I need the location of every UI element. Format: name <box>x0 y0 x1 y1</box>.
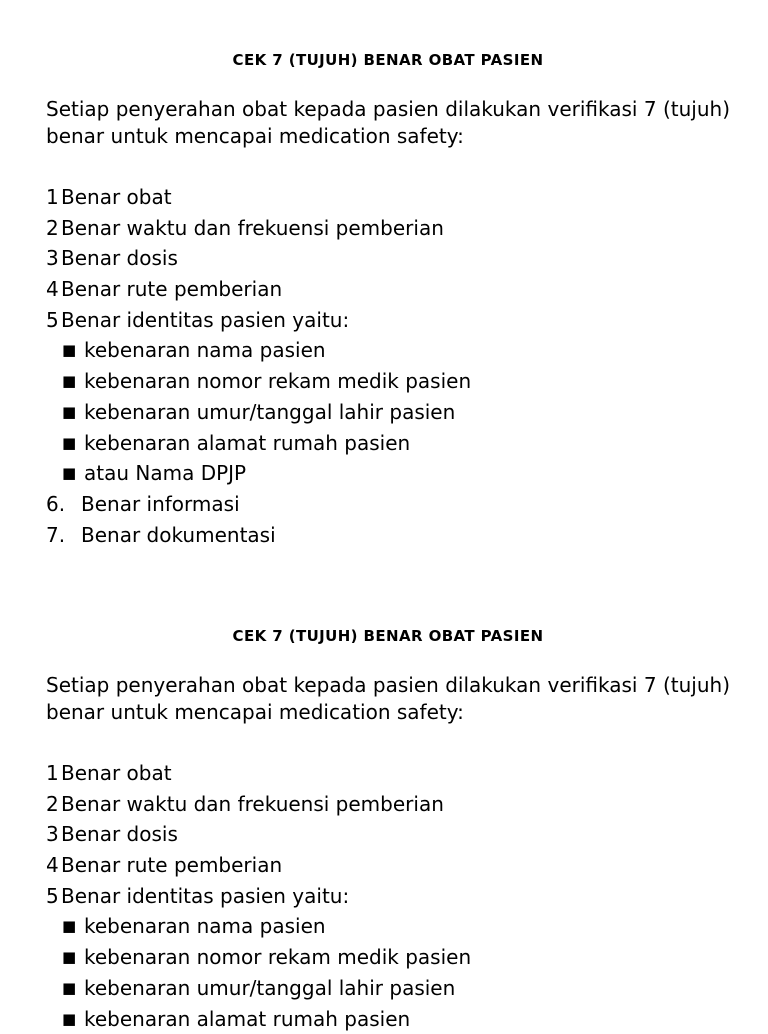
item-text: Benar obat <box>61 761 172 785</box>
list-item <box>46 789 730 820</box>
sub-item-text: kebenaran nama pasien <box>84 914 326 938</box>
sub-item-text: kebenaran umur/tanggal lahir pasien <box>84 976 455 1000</box>
item-text: Benar waktu dan frekuensi pemberian <box>61 792 444 816</box>
sub-list-item <box>46 458 730 489</box>
list-item <box>46 243 730 274</box>
intro-paragraph: Setiap penyerahan obat kepada pasien dilakukan verifikasi 7 (tujuh) benar untuk mencapai medication safety: <box>46 672 730 726</box>
item-text: Benar obat <box>61 185 172 209</box>
item-number: 3 <box>46 243 61 274</box>
list-item <box>46 758 730 789</box>
sub-list-item <box>46 1004 730 1034</box>
item-number: 2 <box>46 789 61 820</box>
sub-item-text: kebenaran umur/tanggal lahir pasien <box>84 400 455 424</box>
list-item <box>46 850 730 881</box>
sub-item-text: kebenaran nomor rekam medik pasien <box>84 945 471 969</box>
sub-list-item <box>46 366 730 397</box>
item-number: 1 <box>46 182 61 213</box>
section-2 <box>46 625 730 1034</box>
item-text: Benar dosis <box>61 246 178 270</box>
list-item <box>46 213 730 244</box>
list-item <box>46 274 730 305</box>
item-number: 5 <box>46 881 61 912</box>
item-number: 2 <box>46 213 61 244</box>
sub-list-item <box>46 942 730 973</box>
square-bullet-icon: ■ <box>62 911 84 942</box>
checklist <box>46 758 730 1034</box>
item-text: Benar informasi <box>81 492 240 516</box>
item-number: 6. <box>46 489 81 520</box>
square-bullet-icon: ■ <box>62 1004 84 1034</box>
square-bullet-icon: ■ <box>62 973 84 1004</box>
list-item <box>46 819 730 850</box>
sub-list-item <box>46 397 730 428</box>
item-number: 4 <box>46 850 61 881</box>
item-number: 7. <box>46 520 81 551</box>
list-item <box>46 489 730 520</box>
item-text: Benar waktu dan frekuensi pemberian <box>61 216 444 240</box>
square-bullet-icon: ■ <box>62 942 84 973</box>
item-text: Benar rute pemberian <box>61 853 282 877</box>
list-item <box>46 520 730 551</box>
section-title: CEK 7 (TUJUH) BENAR OBAT PASIEN <box>46 49 730 71</box>
sub-item-text: kebenaran alamat rumah pasien <box>84 431 410 455</box>
sub-item-text: kebenaran nama pasien <box>84 338 326 362</box>
item-text: Benar identitas pasien yaitu: <box>61 884 349 908</box>
item-number: 1 <box>46 758 61 789</box>
list-item <box>46 182 730 213</box>
sub-item-text: kebenaran alamat rumah pasien <box>84 1007 410 1031</box>
sub-item-text: atau Nama DPJP <box>84 461 246 485</box>
square-bullet-icon: ■ <box>62 397 84 428</box>
sub-list-item <box>46 428 730 459</box>
square-bullet-icon: ■ <box>62 366 84 397</box>
section-title: CEK 7 (TUJUH) BENAR OBAT PASIEN <box>46 625 730 647</box>
intro-paragraph: Setiap penyerahan obat kepada pasien dilakukan verifikasi 7 (tujuh) benar untuk mencapai medication safety: <box>46 96 730 150</box>
square-bullet-icon: ■ <box>62 335 84 366</box>
sub-item-text: kebenaran nomor rekam medik pasien <box>84 369 471 393</box>
sub-list-item <box>46 911 730 942</box>
item-text: Benar identitas pasien yaitu: <box>61 308 349 332</box>
item-number: 4 <box>46 274 61 305</box>
sub-list-item <box>46 973 730 1004</box>
item-text: Benar rute pemberian <box>61 277 282 301</box>
square-bullet-icon: ■ <box>62 458 84 489</box>
list-item <box>46 881 730 912</box>
item-text: Benar dokumentasi <box>81 523 276 547</box>
item-number: 3 <box>46 819 61 850</box>
item-text: Benar dosis <box>61 822 178 846</box>
list-item <box>46 305 730 336</box>
sub-list-item <box>46 335 730 366</box>
section-1 <box>46 49 730 550</box>
item-number: 5 <box>46 305 61 336</box>
square-bullet-icon: ■ <box>62 428 84 459</box>
checklist <box>46 182 730 550</box>
